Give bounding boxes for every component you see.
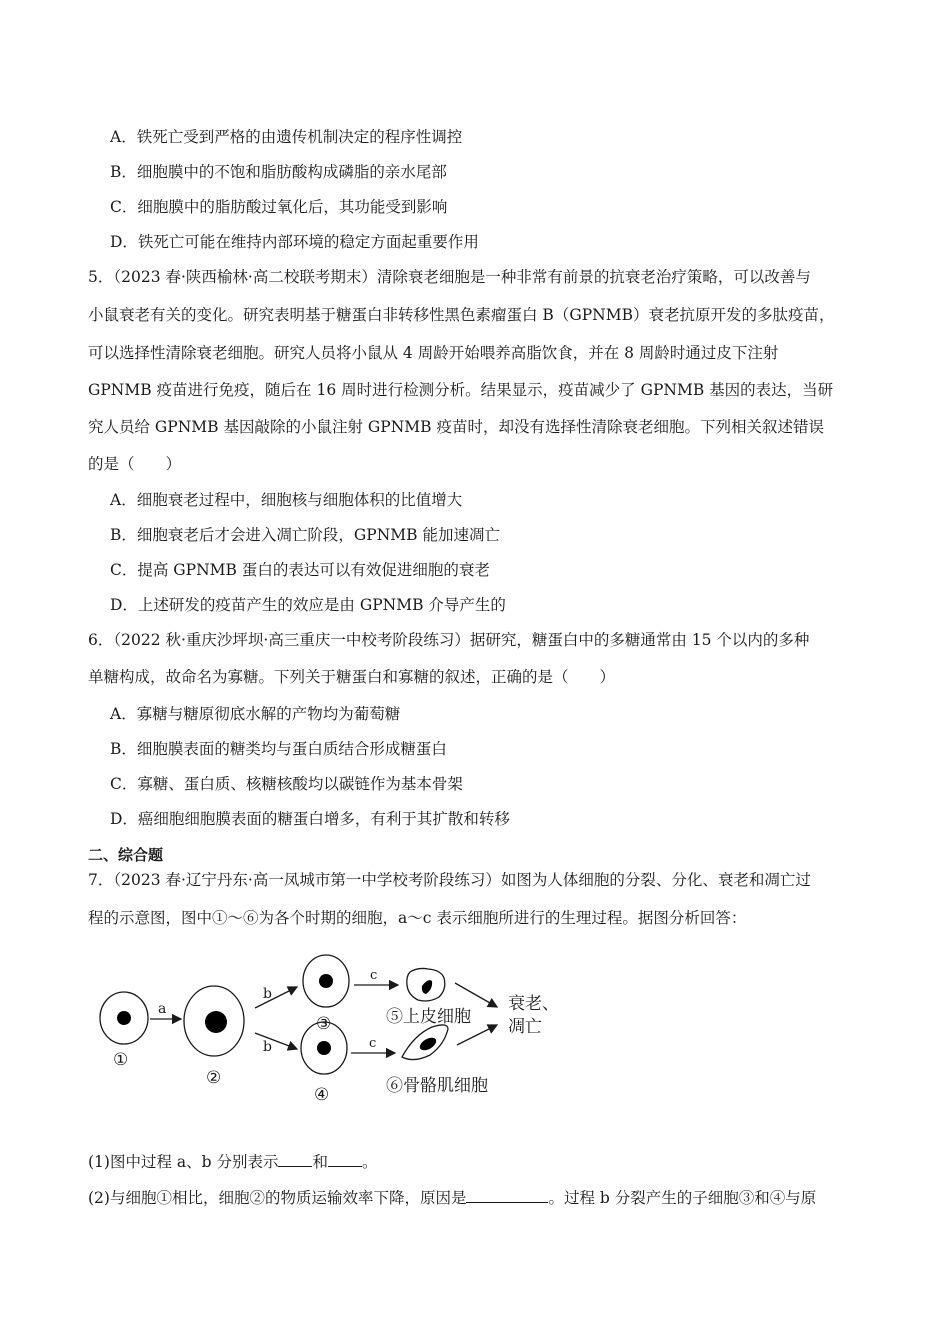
answer-blank-2[interactable] xyxy=(328,1152,362,1167)
q5-stem-line-4: GPNMB 疫苗进行免疫，随后在 16 周时进行检测分析。结果显示，疫苗减少了 GPNMB 基因的表达，当研 xyxy=(88,381,834,399)
label-b-down: b xyxy=(263,1039,272,1055)
label-b-up: b xyxy=(263,986,272,1002)
q6-option-c: C．寡糖、蛋白质、核糖核酸均以碳链作为基本骨架 xyxy=(110,775,463,793)
cell-process-diagram xyxy=(0,945,950,1115)
label-cell-2: ② xyxy=(206,1068,222,1088)
label-outcome-line-1: 衰老、 xyxy=(508,994,559,1014)
label-c-up: c xyxy=(370,968,378,983)
q7-stem-line-2: 程的示意图，图中①～⑥为各个时期的细胞，a～c 表示细胞所进行的生理过程。据图分析回答： xyxy=(88,909,747,927)
label-cell-3: ③ xyxy=(316,1014,332,1034)
arrow-to-outcome-down xyxy=(457,1025,497,1045)
q7-sub2-text: (2)与细胞①相比，细胞②的物质运输效率下降，原因是 xyxy=(88,1189,467,1207)
q5-stem-line-5: 究人员给 GPNMB 基因敲除的小鼠注射 GPNMB 疫苗时，却没有选择性清除衰老细胞。下列相关叙述错误 xyxy=(88,418,824,436)
q5-option-a: A．细胞衰老过程中，细胞核与细胞体积的比值增大 xyxy=(110,491,463,509)
q5-stem-line-3: 可以选择性清除衰老细胞。研究人员将小鼠从 4 周龄开始喂养高脂饮食，并在 8 周龄时通过皮下注射 xyxy=(88,344,779,362)
label-cell-5: ⑤上皮细胞 xyxy=(386,1007,471,1027)
q7-sub1-end: 。 xyxy=(362,1153,378,1171)
label-outcome-line-2: 凋亡 xyxy=(508,1017,542,1037)
q7-sub1-text: (1)图中过程 a、b 分别表示 xyxy=(88,1153,279,1171)
q7-sub2 xyxy=(88,1188,816,1208)
q4-option-c: C．细胞膜中的脂肪酸过氧化后，其功能受到影响 xyxy=(110,198,448,216)
label-cell-6: ⑥骨骼肌细胞 xyxy=(386,1076,488,1096)
q4-option-b: B．细胞膜中的不饱和脂肪酸构成磷脂的亲水尾部 xyxy=(110,163,447,181)
q5-option-b: B．细胞衰老后才会进入凋亡阶段，GPNMB 能加速凋亡 xyxy=(110,526,500,544)
q6-stem-line-2: 单糖构成，故命名为寡糖。下列关于糖蛋白和寡糖的叙述，正确的是（ ） xyxy=(88,668,616,686)
nucleus-2 xyxy=(205,1011,227,1033)
nucleus-5 xyxy=(422,980,432,994)
q6-stem-line-1: 6．（2022 秋·重庆沙坪坝·高三重庆一中校考阶段练习）据研究，糖蛋白中的多糖通常由 15 个以内的多种 xyxy=(88,631,810,649)
section-title: 二、综合题 xyxy=(88,846,164,864)
answer-blank-3[interactable] xyxy=(466,1188,548,1203)
q7-sub1-conj: 和 xyxy=(312,1153,328,1171)
q7-sub2-end: 。过程 b 分裂产生的子细胞③和④与原 xyxy=(548,1189,817,1207)
q7-sub1 xyxy=(88,1152,378,1172)
q4-option-d: D．铁死亡可能在维持内部环境的稳定方面起重要作用 xyxy=(110,233,479,251)
q4-option-a: A．铁死亡受到严格的由遗传机制决定的程序性调控 xyxy=(110,128,463,146)
q6-option-d: D．癌细胞细胞膜表面的糖蛋白增多，有利于其扩散和转移 xyxy=(110,810,510,828)
q5-stem-line-1: 5．（2023 春·陕西榆林·高二校联考期末）清除衰老细胞是一种非常有前景的抗衰老治疗策略，可以改善与 xyxy=(88,268,811,286)
q5-stem-line-2: 小鼠衰老有关的变化。研究表明基于糖蛋白非转移性黑色素瘤蛋白 B（GPNMB）衰老抗原开发的多肽疫苗， xyxy=(88,306,835,324)
q7-stem-line-1: 7．（2023 春·辽宁丹东·高一凤城市第一中学校考阶段练习）如图为人体细胞的分裂、分化、衰老和凋亡过 xyxy=(88,871,811,889)
q5-option-c: C．提高 GPNMB 蛋白的表达可以有效促进细胞的衰老 xyxy=(110,561,490,579)
q6-option-b: B．细胞膜表面的糖类均与蛋白质结合形成糖蛋白 xyxy=(110,740,447,758)
arrow-b-up xyxy=(255,987,297,1008)
nucleus-4 xyxy=(317,1041,331,1055)
q5-stem-line-6: 的是（ ） xyxy=(88,455,182,473)
label-a: a xyxy=(158,1001,167,1017)
label-cell-4: ④ xyxy=(314,1085,330,1105)
nucleus-1 xyxy=(117,1011,131,1025)
arrow-to-outcome-up xyxy=(455,983,497,1007)
arrow-b-down xyxy=(255,1033,297,1049)
nucleus-3 xyxy=(319,974,333,988)
label-cell-1: ① xyxy=(113,1050,129,1070)
label-c-down: c xyxy=(369,1036,377,1051)
q5-option-d: D．上述研发的疫苗产生的效应是由 GPNMB 介导产生的 xyxy=(110,596,506,614)
answer-blank-1[interactable] xyxy=(278,1152,312,1167)
q6-option-a: A．寡糖与糖原彻底水解的产物均为葡萄糖 xyxy=(110,705,401,723)
